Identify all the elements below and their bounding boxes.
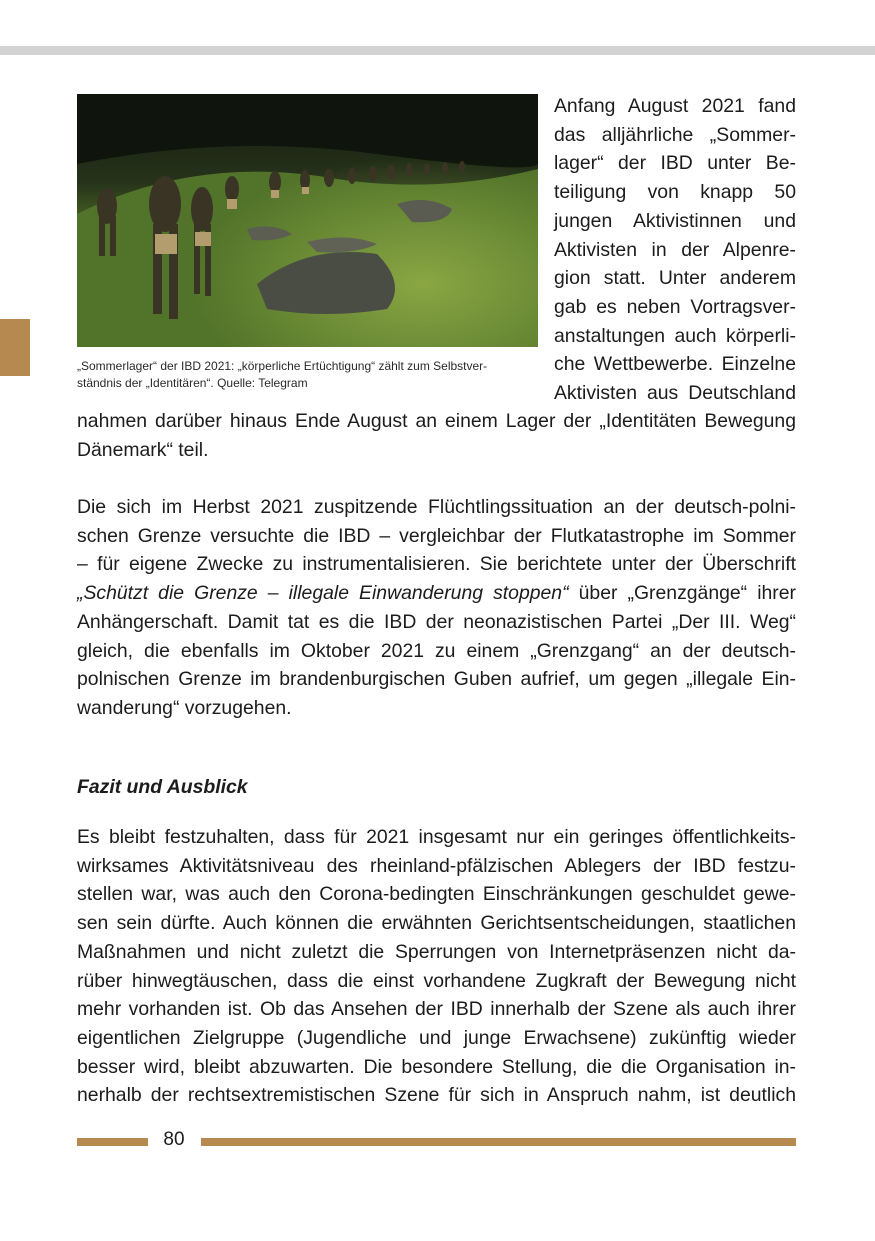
page-number: 80 <box>163 1129 185 1150</box>
border-paragraph <box>77 493 796 723</box>
text-line: Maßnahmen und nicht zuletzt die Sperrungen von Internetpräsenzen nicht da- <box>77 940 796 963</box>
text-line: gion statt. Unter anderem <box>554 267 796 290</box>
text-line: stellen war, was auch den Corona-bedingten Einschränkungen geschuldet gewe- <box>77 883 796 906</box>
text-line: jungen Aktivistinnen und <box>554 209 796 232</box>
text-line: polnischen Grenze im brandenburgischen Guben aufrief, um gegen „illegale Ein- <box>77 668 796 691</box>
text-line: Es bleibt festzuhalten, dass für 2021 insgesamt nur ein geringes öffentlichkeits- <box>77 826 796 848</box>
text-line: gleich, die ebenfalls im Oktober 2021 zu einem „Grenzgang“ an der deutsch- <box>77 639 796 662</box>
photo-caption <box>77 358 539 392</box>
text-line: mehr vorhanden ist. Ob das Ansehen der IBD innerhalb der Szene als auch ihrer <box>77 998 796 1021</box>
text-line: das alljährliche „Sommer- <box>554 123 796 146</box>
section-heading: Fazit und Ausblick <box>77 776 248 798</box>
intro-paragraph-right-column <box>554 92 796 408</box>
text-line: teiligung von knapp 50 <box>554 181 796 204</box>
text-line: anstaltungen auch körperli- <box>554 324 796 347</box>
quoted-headline: „Schützt die Grenze – illegale Einwanderung stoppen“ <box>77 582 569 605</box>
text-line: Aktivisten in der Alpenre- <box>554 238 796 261</box>
text-line: wirksames Aktivitätsniveau des rheinland-pfälzischen Ablegers der IBD festzu- <box>77 854 796 877</box>
caption-line: ständnis der „Identitären“. Quelle: Telegram <box>77 376 308 390</box>
text-line <box>77 579 796 608</box>
text-fragment: über „Grenzgänge“ ihrer <box>568 582 796 605</box>
conclusion-paragraph <box>77 823 796 1110</box>
footer-rule-right <box>201 1138 796 1146</box>
text-line: besser wird, bleibt abzuwarten. Die besondere Stellung, die die Organisation in- <box>77 1055 796 1078</box>
text-line: rüber hinwegtäuschen, dass die einst vorhandene Zugkraft der Bewegung nicht <box>77 969 796 992</box>
text-line: eigentlichen Zielgruppe (Jugendliche und junge Erwachsene) zukünftig wieder <box>77 1026 796 1049</box>
text-line: wanderung“ vorzugehen. <box>77 696 292 719</box>
intro-paragraph-continuation <box>77 407 796 464</box>
chapter-side-tab <box>0 319 30 376</box>
text-line: lager“ der IBD unter Be- <box>554 152 796 175</box>
text-line: schen Grenze versuchte die IBD – vergleichbar der Flutkatastrophe im Sommer <box>77 524 796 547</box>
text-line: gab es neben Vortragsver- <box>554 295 796 318</box>
footer-rule-left <box>77 1138 148 1146</box>
text-line: sen sein dürfte. Auch können die erwähnten Gerichtsentscheidungen, staatlichen <box>77 912 796 935</box>
text-line: Anhängerschaft. Damit tat es die IBD der neonazistischen Partei „Der III. Weg“ <box>77 610 796 633</box>
text-line: – für eigene Zwecke zu instrumentalisieren. Sie berichtete unter der Überschrift <box>77 553 796 576</box>
text-line: Aktivisten aus Deutschland <box>554 382 796 405</box>
text-line: nerhalb der rechtsextremistischen Szene für sich in Anspruch nahm, ist deutlich <box>77 1084 796 1107</box>
caption-line: „Sommerlager“ der IBD 2021: „körperliche Ertüchtigung“ zählt zum Selbstver- <box>77 359 488 373</box>
hikers-photo <box>77 94 538 347</box>
text-line: Anfang August 2021 fand <box>554 95 796 117</box>
text-line: Dänemark“ teil. <box>77 438 209 461</box>
text-line: che Wettbewerbe. Einzelne <box>554 353 796 376</box>
text-line: nahmen darüber hinaus Ende August an einem Lager der „Identitäten Bewegung <box>77 410 796 432</box>
top-rule <box>0 46 875 55</box>
text-line: Die sich im Herbst 2021 zuspitzende Flüchtlingssituation an der deutsch-polni- <box>77 496 796 518</box>
